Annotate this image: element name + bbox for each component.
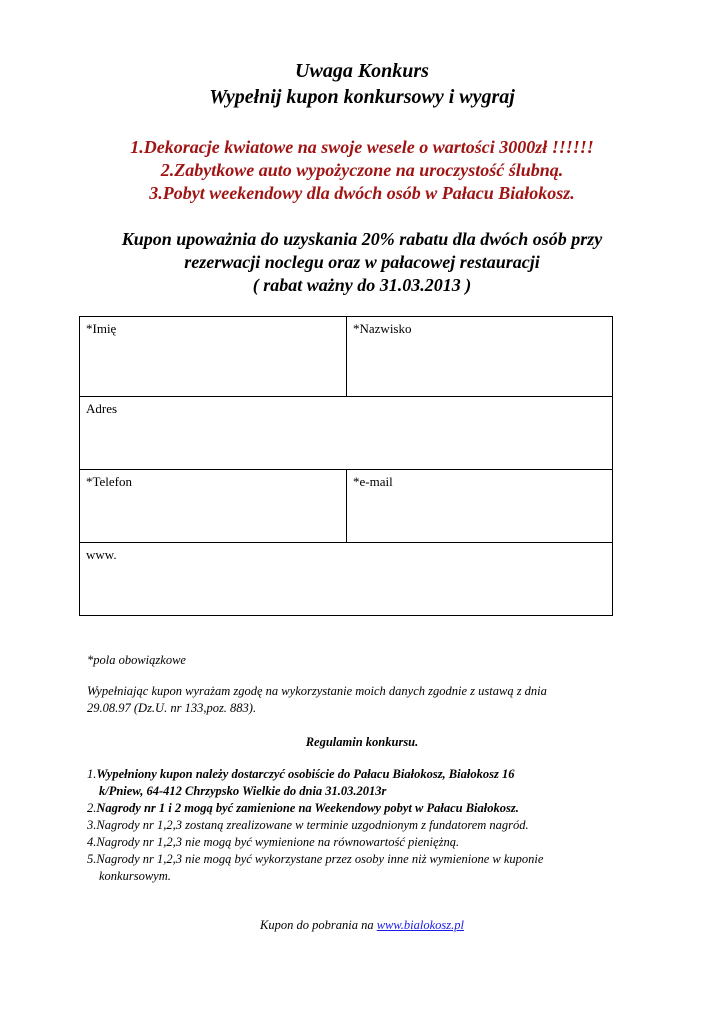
download-note — [0, 918, 724, 933]
last-name-field[interactable] — [347, 317, 613, 397]
www-label: www. — [86, 547, 117, 562]
consent-line: 29.08.97 (Dz.U. nr 133,poz. 883). — [87, 701, 257, 715]
rule-item: 5.Nagrody nr 1,2,3 nie mogą być wykorzystane przez osoby inne niż wymienione w kuponie — [87, 852, 544, 866]
download-text: Kupon do pobrania na — [260, 918, 377, 932]
email-field[interactable] — [347, 470, 613, 543]
voucher-info — [0, 228, 724, 297]
prize-item: 1.Dekoracje kwiatowe na swoje wesele o wartości 3000zł !!!!!! — [130, 137, 594, 157]
address-label: Adres — [86, 401, 118, 416]
website-link[interactable]: www.bialokosz.pl — [376, 918, 464, 932]
rule-item: 2.Nagrody nr 1 i 2 mogą być zamienione na Weekendowy pobyt w Pałacu Białokosz. — [87, 801, 519, 815]
rule-item-cont: k/Pniew, 64-412 Chrzypsko Wielkie do dnia 31.03.2013r — [99, 784, 387, 798]
phone-label: *Telefon — [86, 474, 133, 489]
prize-list — [0, 136, 724, 205]
prize-item: 2.Zabytkowe auto wypożyczone na uroczystość ślubną. — [160, 160, 564, 180]
prize-item: 3.Pobyt weekendowy dla dwóch osób w Pałacu Białokosz. — [149, 183, 575, 203]
last-name-label: *Nazwisko — [353, 321, 412, 336]
voucher-line: rezerwacji noclegu oraz w pałacowej restauracji — [184, 252, 540, 272]
www-field[interactable] — [80, 543, 613, 616]
rules-list — [87, 766, 627, 885]
rule-item: 4.Nagrody nr 1,2,3 nie mogą być wymienione na równowartość pieniężną. — [87, 835, 460, 849]
rules-title: Regulamin konkursu. — [305, 735, 419, 749]
required-note: *pola obowiązkowe — [87, 653, 186, 667]
coupon-form-table — [79, 316, 613, 616]
voucher-line: ( rabat ważny do 31.03.2013 ) — [252, 275, 472, 295]
rule-item-cont: konkursowym. — [99, 869, 171, 883]
rule-item: 3.Nagrody nr 1,2,3 zostaną zrealizowane w terminie uzgodnionym z fundatorem nagród. — [87, 818, 529, 832]
page-title — [0, 58, 724, 110]
phone-field[interactable] — [80, 470, 347, 543]
consent-line: Wypełniając kupon wyrażam zgodę na wykorzystanie moich danych zgodnie z ustawą z dnia — [87, 684, 547, 698]
email-label: *e-mail — [353, 474, 393, 489]
first-name-label: *Imię — [86, 321, 117, 336]
rule-item: 1.Wypełniony kupon należy dostarczyć osobiście do Pałacu Białokosz, Białokosz 16 — [87, 767, 515, 781]
first-name-field[interactable] — [80, 317, 347, 397]
address-field[interactable] — [80, 397, 613, 470]
title-line-2: Wypełnij kupon konkursowy i wygraj — [209, 86, 515, 108]
voucher-line: Kupon upoważnia do uzyskania 20% rabatu dla dwóch osób przy — [121, 229, 603, 249]
consent-text — [87, 683, 547, 717]
title-line-1: Uwaga Konkurs — [295, 60, 429, 82]
